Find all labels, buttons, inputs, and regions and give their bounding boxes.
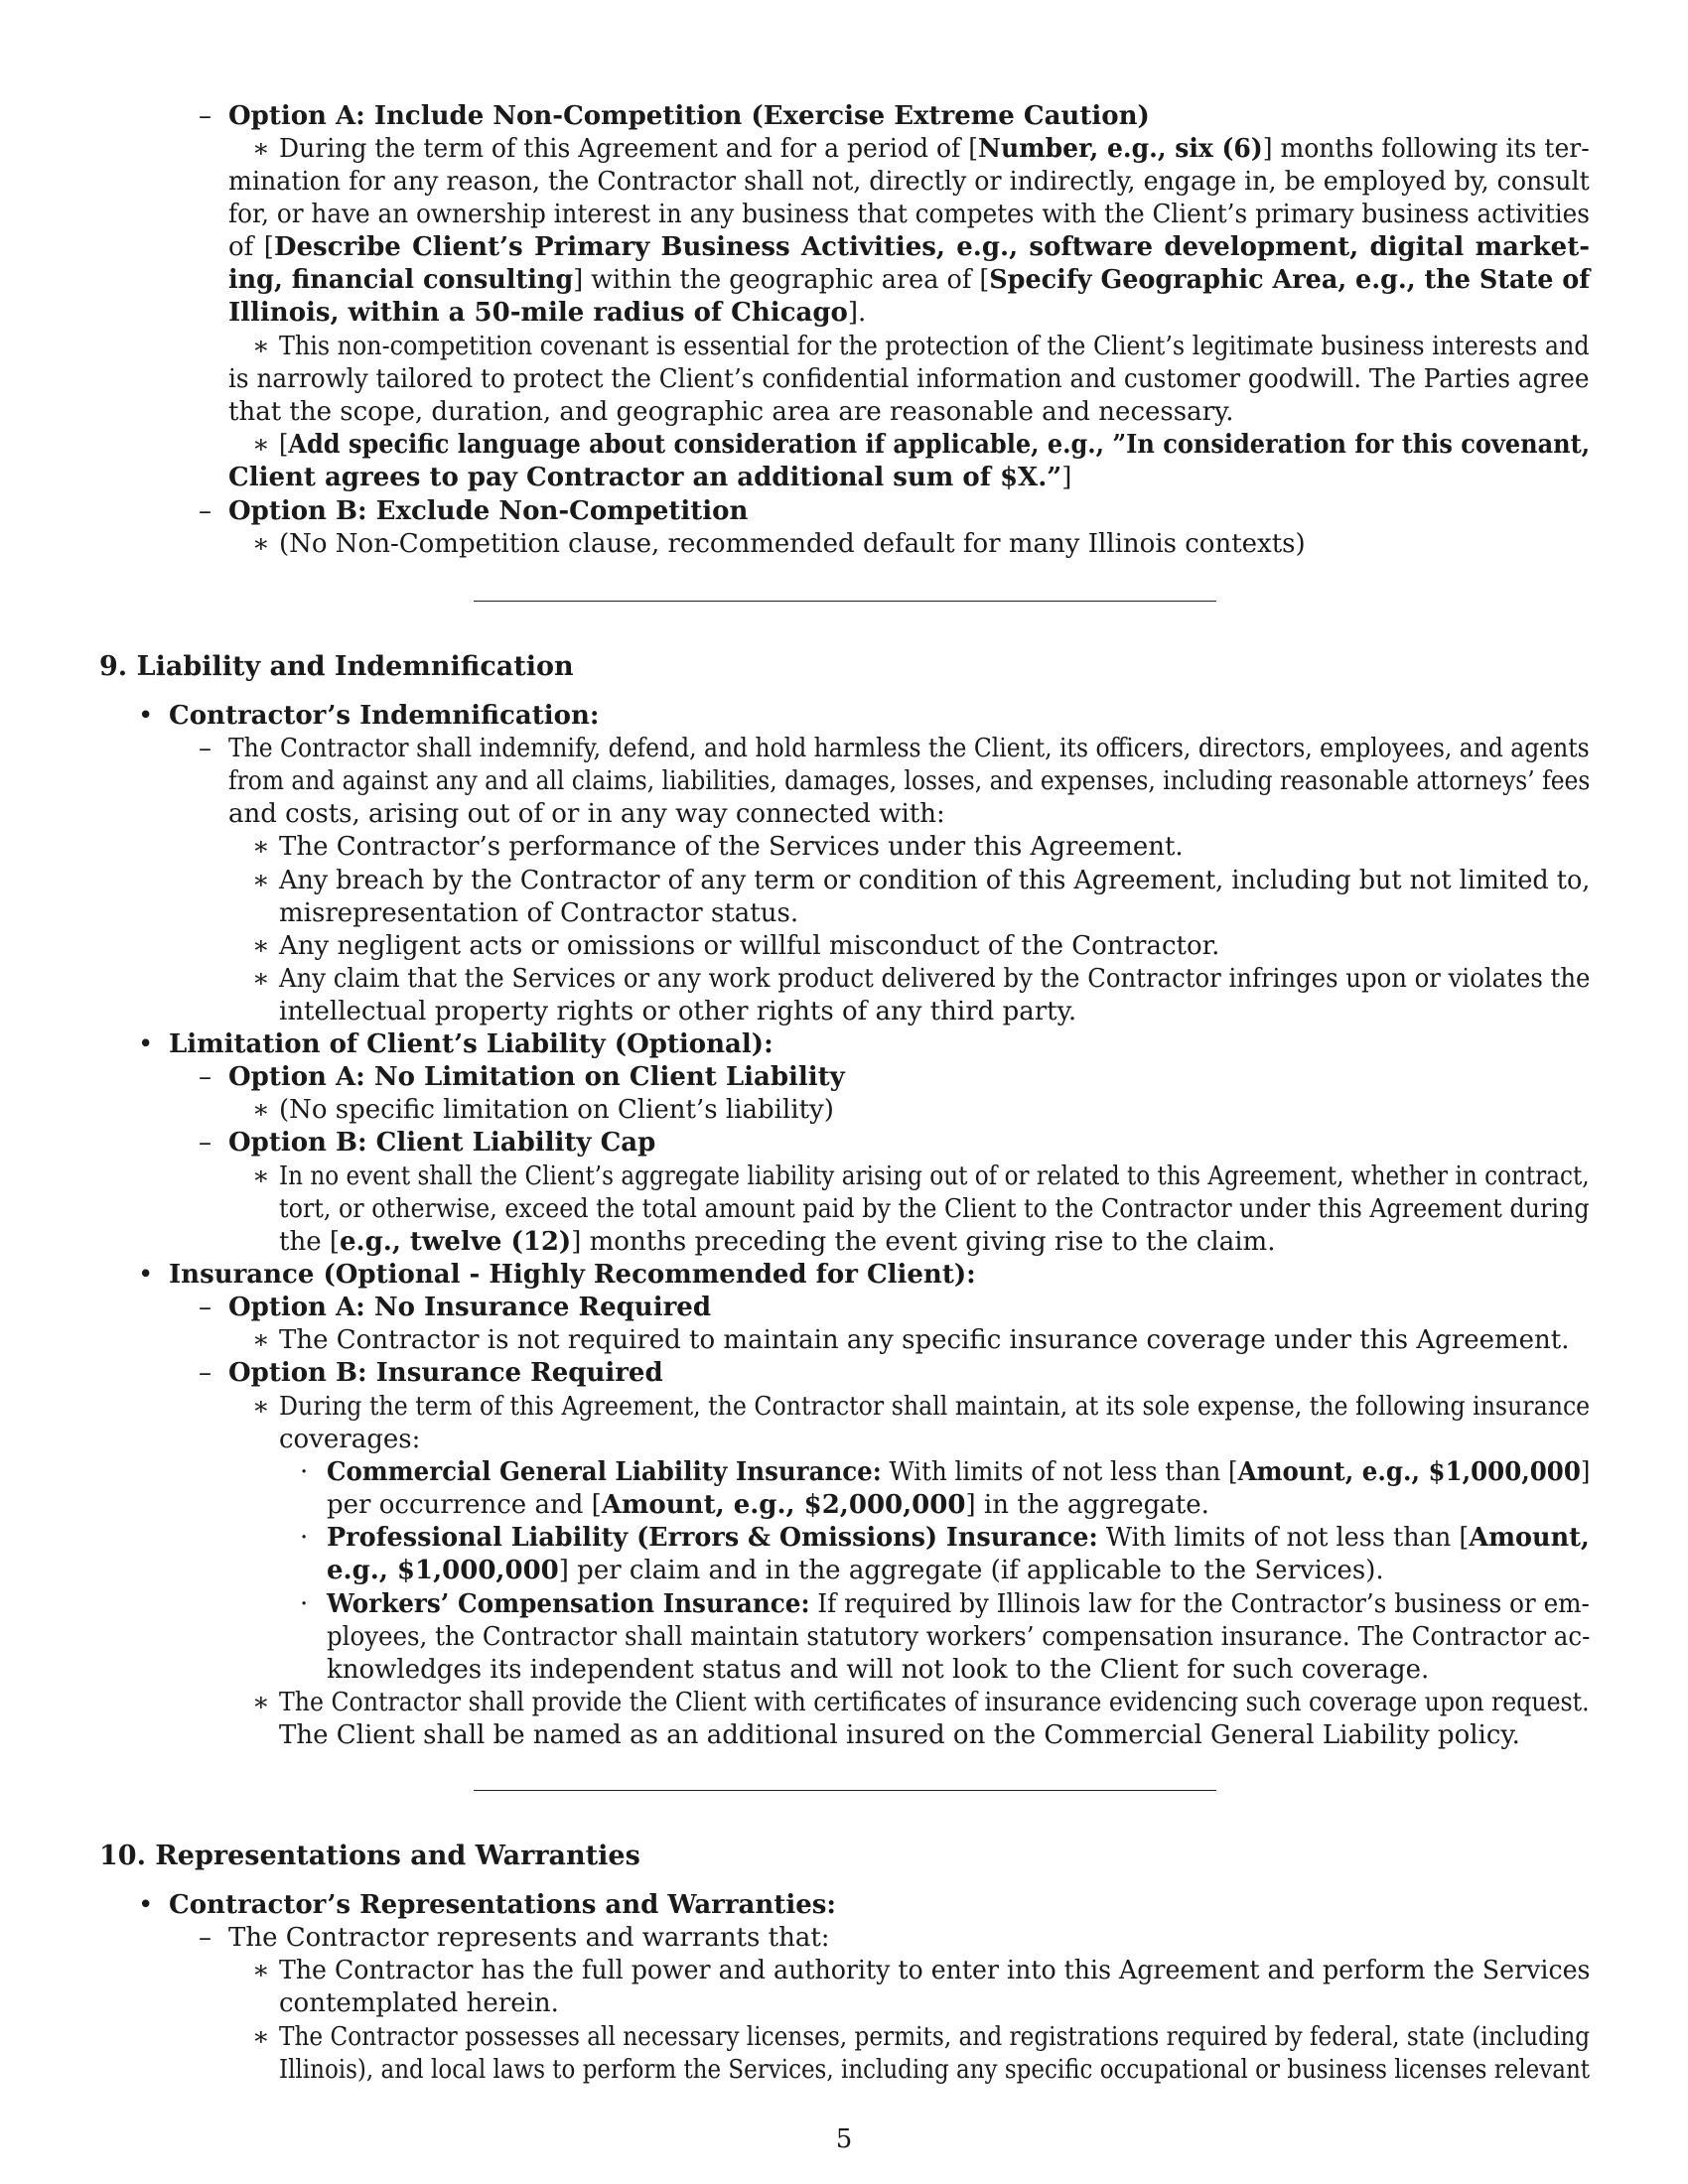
section-divider (474, 601, 1216, 602)
text-line: misrepresentation of Contractor status. (279, 898, 799, 928)
noncompete-term-paragraph: During the term of this Agreement and for a period of [Number, e.g., six (6)] months following its ter- (279, 134, 1590, 164)
text-line: The Client shall be named as an additional insured on the Commercial General Liability policy. (279, 1720, 1520, 1750)
dash-marker: – (199, 1128, 211, 1158)
text-line: from and against any and all claims, liabilities, damages, losses, and expenses, including reasonable attorneys’ fees (228, 766, 1591, 796)
asterisk-marker: ∗ (252, 2022, 270, 2052)
section-9-heading: 9. Liability and Indemnification (99, 651, 574, 682)
text-line: coverages: (279, 1425, 421, 1454)
bullet-marker: • (138, 701, 154, 731)
insurance-title: Insurance (Optional - Highly Recommended for Client): (169, 1260, 976, 1290)
text-line: tort, or otherwise, exceed the total amount paid by the Client to the Contractor under this Agreement during (279, 1194, 1590, 1224)
option-b-noncompete-title: Option B: Exclude Non-Competition (228, 496, 749, 526)
noncompete-essential-paragraph: This non-competition covenant is essential for the protection of the Client’s legitimate business interests and (279, 332, 1590, 361)
text-line: Client agrees to pay Contractor an additional sum of $X.”] (228, 463, 1072, 492)
bullet-marker: • (138, 1029, 154, 1059)
option-a-noncompete-title: Option A: Include Non-Competition (Exercise Extreme Caution) (228, 101, 1150, 131)
text-line: ing, financial consulting] within the geographic area of [Specify Geographic Area, e.g., the State of (228, 265, 1591, 295)
asterisk-marker: ∗ (252, 866, 270, 895)
text-line: e.g., $1,000,000] per claim and in the aggregate (if applicable to the Services). (327, 1556, 1384, 1585)
asterisk-marker: ∗ (252, 1956, 270, 1985)
no-limitation-note: (No specific limitation on Client’s liability) (279, 1095, 834, 1125)
section-divider (474, 1790, 1216, 1791)
text-line: and costs, arising out of or in any way connected with: (228, 799, 945, 829)
rep-licenses: The Contractor possesses all necessary licenses, permits, and registrations required by federal, state (including (279, 2022, 1591, 2052)
text-line: contemplated herein. (279, 1988, 559, 2018)
text-line: ployees, the Contractor shall maintain statutory workers’ compensation insurance. The Contractor ac- (327, 1622, 1591, 1652)
text-line: Illinois), and local laws to perform the Services, including any specific occupational or business licenses relevant (279, 2055, 1590, 2085)
dash-marker: – (199, 496, 211, 526)
text-line: Illinois, within a 50-mile radius of Chicago]. (228, 298, 867, 328)
indemnification-title: Contractor’s Indemnification: (169, 701, 600, 731)
no-insurance-note: The Contractor is not required to maintain any specific insurance coverage under this Agreement. (279, 1325, 1570, 1355)
dash-marker: – (199, 1358, 211, 1388)
text-line: that the scope, duration, and geographic area are reasonable and necessary. (228, 397, 1234, 427)
asterisk-marker: ∗ (252, 1095, 270, 1125)
dash-marker: – (199, 734, 211, 763)
asterisk-marker: ∗ (252, 1688, 270, 1717)
option-b-limitation-title: Option B: Client Liability Cap (228, 1128, 656, 1158)
text-line: mination for any reason, the Contractor shall not, directly or indirectly, engage in, be employed by, consult (228, 167, 1590, 197)
section-10-heading: 10. Representations and Warranties (99, 1841, 640, 1871)
asterisk-marker: ∗ (252, 529, 270, 559)
asterisk-marker: ∗ (252, 1392, 270, 1422)
text-line: per occurrence and [Amount, e.g., $2,000,000] in the aggregate. (327, 1490, 1209, 1520)
dot-marker: · (300, 1457, 309, 1487)
indemnity-item-breach: Any breach by the Contractor of any term or condition of this Agreement, including but not limited to, (279, 866, 1591, 895)
page-number: 5 (835, 2124, 853, 2154)
option-a-limitation-title: Option A: No Limitation on Client Liability (228, 1062, 845, 1092)
professional-liability-item: Professional Liability (Errors & Omissions) Insurance: With limits of not less than [Amount, (327, 1523, 1590, 1553)
option-b-insurance-title: Option B: Insurance Required (228, 1358, 663, 1388)
indemnity-item-negligence: Any negligent acts or omissions or willful misconduct of the Contractor. (279, 931, 1220, 961)
text-line: knowledges its independent status and will not look to the Client for such coverage. (327, 1655, 1430, 1685)
text-line: is narrowly tailored to protect the Client’s confidential information and customer goodwill. The Parties agree (228, 364, 1590, 394)
option-a-insurance-title: Option A: No Insurance Required (228, 1293, 712, 1322)
workers-comp-item: Workers’ Compensation Insurance: If required by Illinois law for the Contractor’s business or em- (327, 1589, 1590, 1619)
indemnity-item-performance: The Contractor’s performance of the Services under this Agreement. (279, 832, 1184, 862)
consideration-placeholder: [Add specific language about consideration if applicable, e.g., ”In consideration for this covenant, (279, 430, 1591, 460)
dash-marker: – (199, 101, 211, 131)
indemnity-item-infringement: Any claim that the Services or any work product delivered by the Contractor infringes upon or violates the (279, 964, 1591, 994)
no-noncompete-note: (No Non-Competition clause, recommended default for many Illinois contexts) (279, 529, 1306, 559)
text-line: of [Describe Client’s Primary Business Activities, e.g., software development, digital market- (228, 232, 1591, 262)
dot-marker: · (300, 1589, 309, 1619)
asterisk-marker: ∗ (252, 332, 270, 361)
asterisk-marker: ∗ (252, 1161, 270, 1191)
text-line: for, or have an ownership interest in any business that competes with the Client’s primary business activities (228, 200, 1590, 229)
liability-cap-paragraph: In no event shall the Client’s aggregate liability arising out of or related to this Agreement, whether in contract, (279, 1161, 1590, 1191)
rep-authority: The Contractor has the full power and authority to enter into this Agreement and perform the Services (279, 1956, 1591, 1985)
text-line: the [e.g., twelve (12)] months preceding the event giving rise to the claim. (279, 1227, 1276, 1257)
asterisk-marker: ∗ (252, 134, 270, 164)
asterisk-marker: ∗ (252, 832, 270, 862)
dash-marker: – (199, 1293, 211, 1322)
text-line: intellectual property rights or other rights of any third party. (279, 997, 1077, 1026)
asterisk-marker: ∗ (252, 1325, 270, 1355)
indemnification-intro: The Contractor shall indemnify, defend, and hold harmless the Client, its officers, directors, employees, and agents (228, 734, 1590, 763)
dot-marker: · (300, 1523, 309, 1553)
cgl-insurance-item: Commercial General Liability Insurance: With limits of not less than [Amount, e.g., $1,000,000] (327, 1457, 1591, 1487)
bullet-marker: • (138, 1260, 154, 1290)
insurance-intro: During the term of this Agreement, the Contractor shall maintain, at its sole expense, the following insurance (279, 1392, 1591, 1422)
limitation-title: Limitation of Client’s Liability (Optional): (169, 1029, 774, 1059)
bullet-marker: • (138, 1890, 154, 1920)
asterisk-marker: ∗ (252, 964, 270, 994)
dash-marker: – (199, 1062, 211, 1092)
asterisk-marker: ∗ (252, 430, 270, 460)
reps-intro: The Contractor represents and warrants that: (228, 1923, 830, 1953)
asterisk-marker: ∗ (252, 931, 270, 961)
reps-title: Contractor’s Representations and Warranties: (169, 1890, 836, 1920)
dash-marker: – (199, 1923, 211, 1953)
insurance-certificates: The Contractor shall provide the Client with certificates of insurance evidencing such coverage upon request. (279, 1688, 1590, 1717)
